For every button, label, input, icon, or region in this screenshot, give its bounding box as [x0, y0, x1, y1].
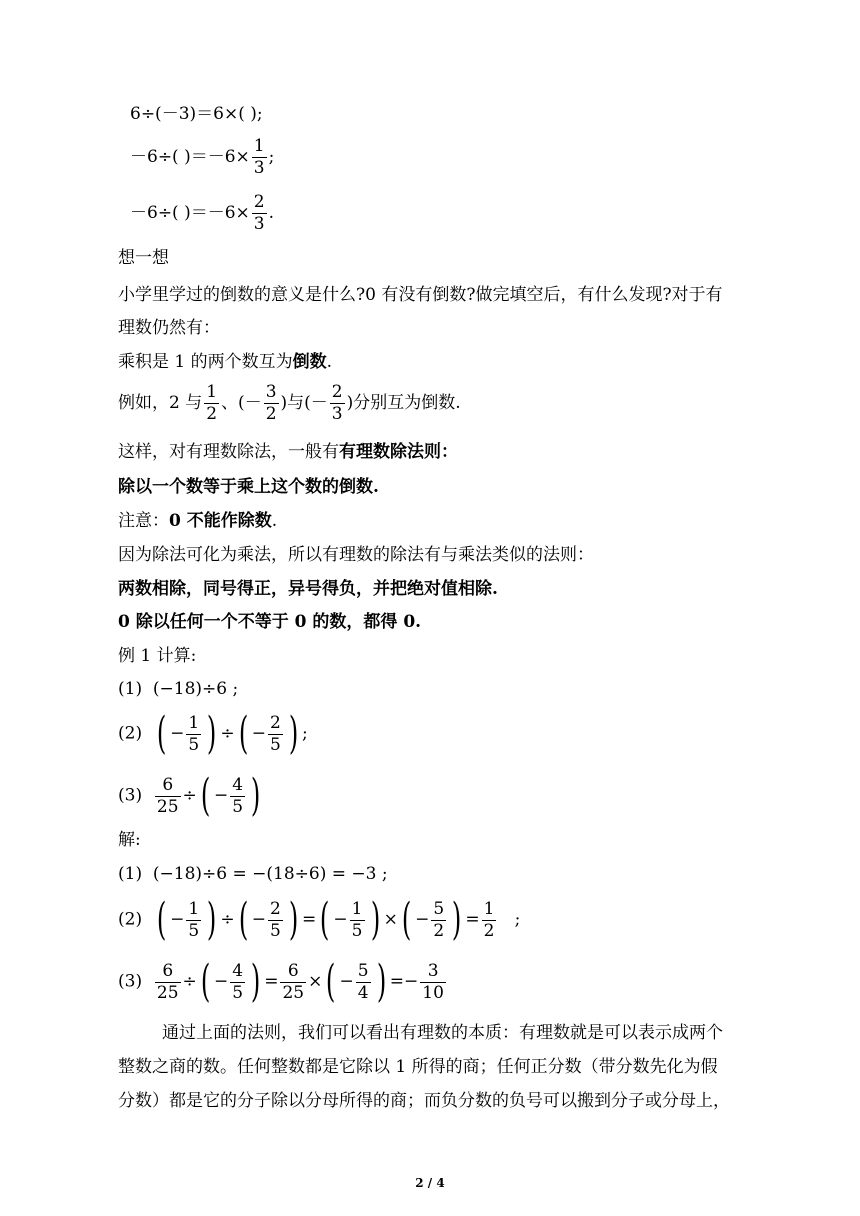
fill-in-line-2-end: ; — [268, 147, 275, 167]
minus-sign: − — [170, 723, 185, 744]
multiply-sign: × — [383, 909, 398, 930]
fraction-denominator: 5 — [232, 796, 244, 817]
fraction-denominator: 3 — [331, 404, 343, 424]
fraction-denominator: 5 — [188, 920, 200, 941]
fraction — [356, 960, 371, 1003]
division-rule-term: 有理数除法则： — [339, 442, 458, 462]
divide-sign: ÷ — [182, 971, 197, 992]
page-number: 2 / 4 — [415, 1176, 445, 1190]
problem-3 — [118, 770, 264, 821]
minus-sign: − — [170, 909, 185, 930]
fraction-denominator: 25 — [282, 982, 305, 1003]
fraction-numerator: 1 — [351, 898, 363, 919]
fraction-denominator: 25 — [156, 796, 179, 817]
right-paren: ) — [207, 894, 217, 945]
fraction — [230, 774, 245, 817]
semicolon: ; — [498, 909, 521, 930]
right-paren: ) — [370, 894, 380, 945]
problem-3-label: (3) — [118, 785, 143, 806]
fraction-numerator: 6 — [155, 777, 181, 797]
fraction-denominator: 5 — [188, 734, 200, 755]
division-rule: 除以一个数等于乘上这个数的倒数. — [118, 477, 379, 497]
semicolon: ; — [302, 723, 308, 744]
fill-in-line-1: 6÷(－3)＝6×( ); — [130, 104, 263, 124]
solution-1 — [118, 866, 388, 883]
right-paren: ) — [452, 894, 462, 945]
fraction-numerator: 4 — [232, 960, 244, 981]
divide-sign: ÷ — [220, 909, 235, 930]
reciprocal-definition — [118, 354, 332, 371]
right-paren: ) — [207, 708, 217, 759]
right-paren: ) — [250, 770, 261, 821]
fill-in-line-3-text: －6÷( )＝－6× — [130, 203, 250, 223]
reciprocal-example — [118, 384, 461, 423]
fraction — [155, 774, 181, 817]
divide-sign: ÷ — [182, 785, 197, 806]
example-separator: )与(－ — [280, 393, 328, 413]
fraction — [482, 898, 497, 941]
equals-sign: = — [302, 909, 317, 930]
solution-3-label: (3) — [118, 971, 143, 992]
solution-3 — [118, 956, 448, 1007]
right-paren: ) — [376, 956, 386, 1007]
left-paren: ( — [156, 708, 167, 759]
fraction-numerator: 2 — [270, 898, 281, 919]
minus-sign: − — [213, 785, 229, 806]
left-paren: ( — [401, 894, 412, 945]
closing-paragraph-line-3: 分数）都是它的分子除以分母所得的商；而负分数的负号可以搬到分子或分母上， — [118, 1091, 730, 1111]
example-suffix: )分别互为倒数. — [346, 393, 461, 413]
fraction-denominator: 4 — [357, 982, 369, 1003]
solution-title: 解: — [118, 830, 141, 850]
fraction-numerator: 1 — [483, 898, 495, 919]
note-line — [118, 513, 277, 530]
fraction-denominator: 5 — [270, 920, 281, 941]
solution-1-expression: (−18)÷6 = −(18÷6) = −3 ; — [152, 864, 388, 884]
left-paren: ( — [200, 770, 211, 821]
fraction-numerator: 3 — [265, 382, 277, 402]
fraction-denominator: 2 — [483, 920, 495, 941]
solution-1-label: (1) — [118, 864, 143, 884]
problem-2 — [118, 708, 308, 759]
example-text: 例如，2 与 — [118, 393, 203, 413]
fraction-numerator: 1 — [188, 898, 200, 919]
minus-sign: − — [333, 909, 348, 930]
fraction-denominator: 2 — [206, 404, 218, 424]
minus-sign: − — [213, 971, 229, 992]
reciprocal-term: 倒数 — [292, 352, 327, 372]
equals-sign: = — [389, 971, 405, 992]
sign-rule: 两数相除，同号得正，异号得负，并把绝对值相除. — [118, 579, 498, 599]
fraction — [155, 960, 181, 1003]
fraction-denominator: 5 — [270, 734, 281, 755]
note-label: 注意： — [118, 511, 169, 531]
fraction-numerator: 2 — [331, 382, 343, 402]
problem-2-label: (2) — [118, 723, 143, 744]
similar-rule-intro: 因为除法可化为乘法，所以有理数的除法有与乘法类似的法则： — [118, 545, 594, 565]
problem-1 — [118, 681, 238, 698]
minus-sign: − — [251, 723, 266, 744]
divide-sign: ÷ — [220, 723, 235, 744]
fraction-two-thirds — [330, 384, 345, 423]
example-title: 例 1 计算: — [118, 646, 197, 666]
equals-sign: = — [264, 971, 279, 992]
fraction-numerator: 5 — [433, 898, 445, 919]
division-rule-intro — [118, 444, 458, 461]
left-paren: ( — [326, 956, 336, 1007]
fraction — [230, 960, 245, 1003]
left-paren: ( — [238, 894, 248, 945]
fraction — [186, 898, 201, 941]
fraction — [280, 960, 306, 1003]
fraction-numerator: 4 — [232, 774, 244, 795]
left-paren: ( — [200, 956, 211, 1007]
fraction — [420, 960, 446, 1003]
fraction-numerator: 3 — [420, 963, 446, 983]
zero-rule: 0 除以任何一个不等于 0 的数，都得 0. — [118, 612, 422, 632]
fraction-numerator: 5 — [357, 960, 369, 981]
left-paren: ( — [320, 894, 330, 945]
fraction-two-thirds — [252, 194, 267, 233]
fraction-numerator: 1 — [253, 136, 265, 156]
fill-in-line-2 — [130, 138, 274, 177]
note-emphasis: 0 不能作除数 — [169, 511, 272, 531]
fill-in-line-3-end: . — [268, 203, 275, 223]
fraction-numerator: 2 — [270, 712, 281, 733]
fraction-denominator: 2 — [433, 920, 445, 941]
minus-sign: − — [251, 909, 266, 930]
fraction-denominator: 2 — [265, 404, 277, 424]
closing-paragraph-line-1: 通过上面的法则，我们可以看出有理数的本质：有理数就是可以表示成两个 — [162, 1023, 723, 1043]
fraction-one-third — [252, 138, 267, 177]
fill-in-line-2-text: －6÷( )＝－6× — [130, 147, 250, 167]
fraction — [268, 898, 283, 941]
fraction — [268, 712, 283, 755]
fraction-one-half — [204, 384, 219, 423]
fraction-denominator: 5 — [351, 920, 363, 941]
right-paren: ) — [288, 894, 299, 945]
section-title-think: 想一想 — [118, 248, 169, 268]
right-paren: ) — [288, 708, 299, 759]
fraction-numerator: 1 — [206, 382, 218, 402]
think-paragraph-line-1: 小学里学过的倒数的意义是什么?0 有没有倒数?做完填空后，有什么发现?对于有 — [118, 285, 723, 305]
fraction — [186, 712, 201, 755]
problem-1-expression: (−18)÷6 ; — [152, 679, 239, 699]
fraction — [431, 898, 446, 941]
solution-2 — [118, 894, 521, 945]
right-paren: ) — [250, 956, 261, 1007]
think-paragraph-line-2: 理数仍然有： — [118, 318, 220, 338]
fraction — [350, 898, 365, 941]
minus-sign: − — [339, 971, 354, 992]
fraction-denominator: 3 — [253, 214, 265, 234]
example-separator: 、(－ — [221, 393, 262, 413]
solution-2-label: (2) — [118, 909, 143, 930]
minus-sign: − — [415, 909, 430, 930]
closing-paragraph-line-2: 整数之商的数。任何整数都是它除以 1 所得的商；任何正分数（带分数先化为假 — [118, 1057, 718, 1077]
left-paren: ( — [238, 708, 248, 759]
reciprocal-definition-text: 乘积是 1 的两个数互为 — [118, 352, 293, 372]
minus-sign: − — [404, 971, 419, 992]
fraction-denominator: 10 — [422, 982, 444, 1003]
problem-1-label: (1) — [118, 679, 143, 699]
multiply-sign: × — [308, 971, 323, 992]
fraction-numerator: 1 — [188, 712, 200, 733]
fraction-denominator: 25 — [156, 982, 179, 1003]
reciprocal-definition-period: . — [326, 352, 333, 372]
fill-in-line-3 — [130, 194, 274, 233]
left-paren: ( — [156, 894, 167, 945]
equals-sign: = — [465, 909, 480, 930]
fraction-numerator: 2 — [253, 192, 265, 212]
note-period: . — [271, 511, 278, 531]
fraction-denominator: 5 — [232, 982, 244, 1003]
fraction-numerator: 6 — [155, 963, 181, 983]
fraction-numerator: 6 — [280, 963, 306, 983]
fraction-denominator: 3 — [253, 158, 265, 178]
division-rule-intro-text: 这样，对有理数除法，一般有 — [118, 442, 339, 462]
fraction-three-halves — [264, 384, 279, 423]
